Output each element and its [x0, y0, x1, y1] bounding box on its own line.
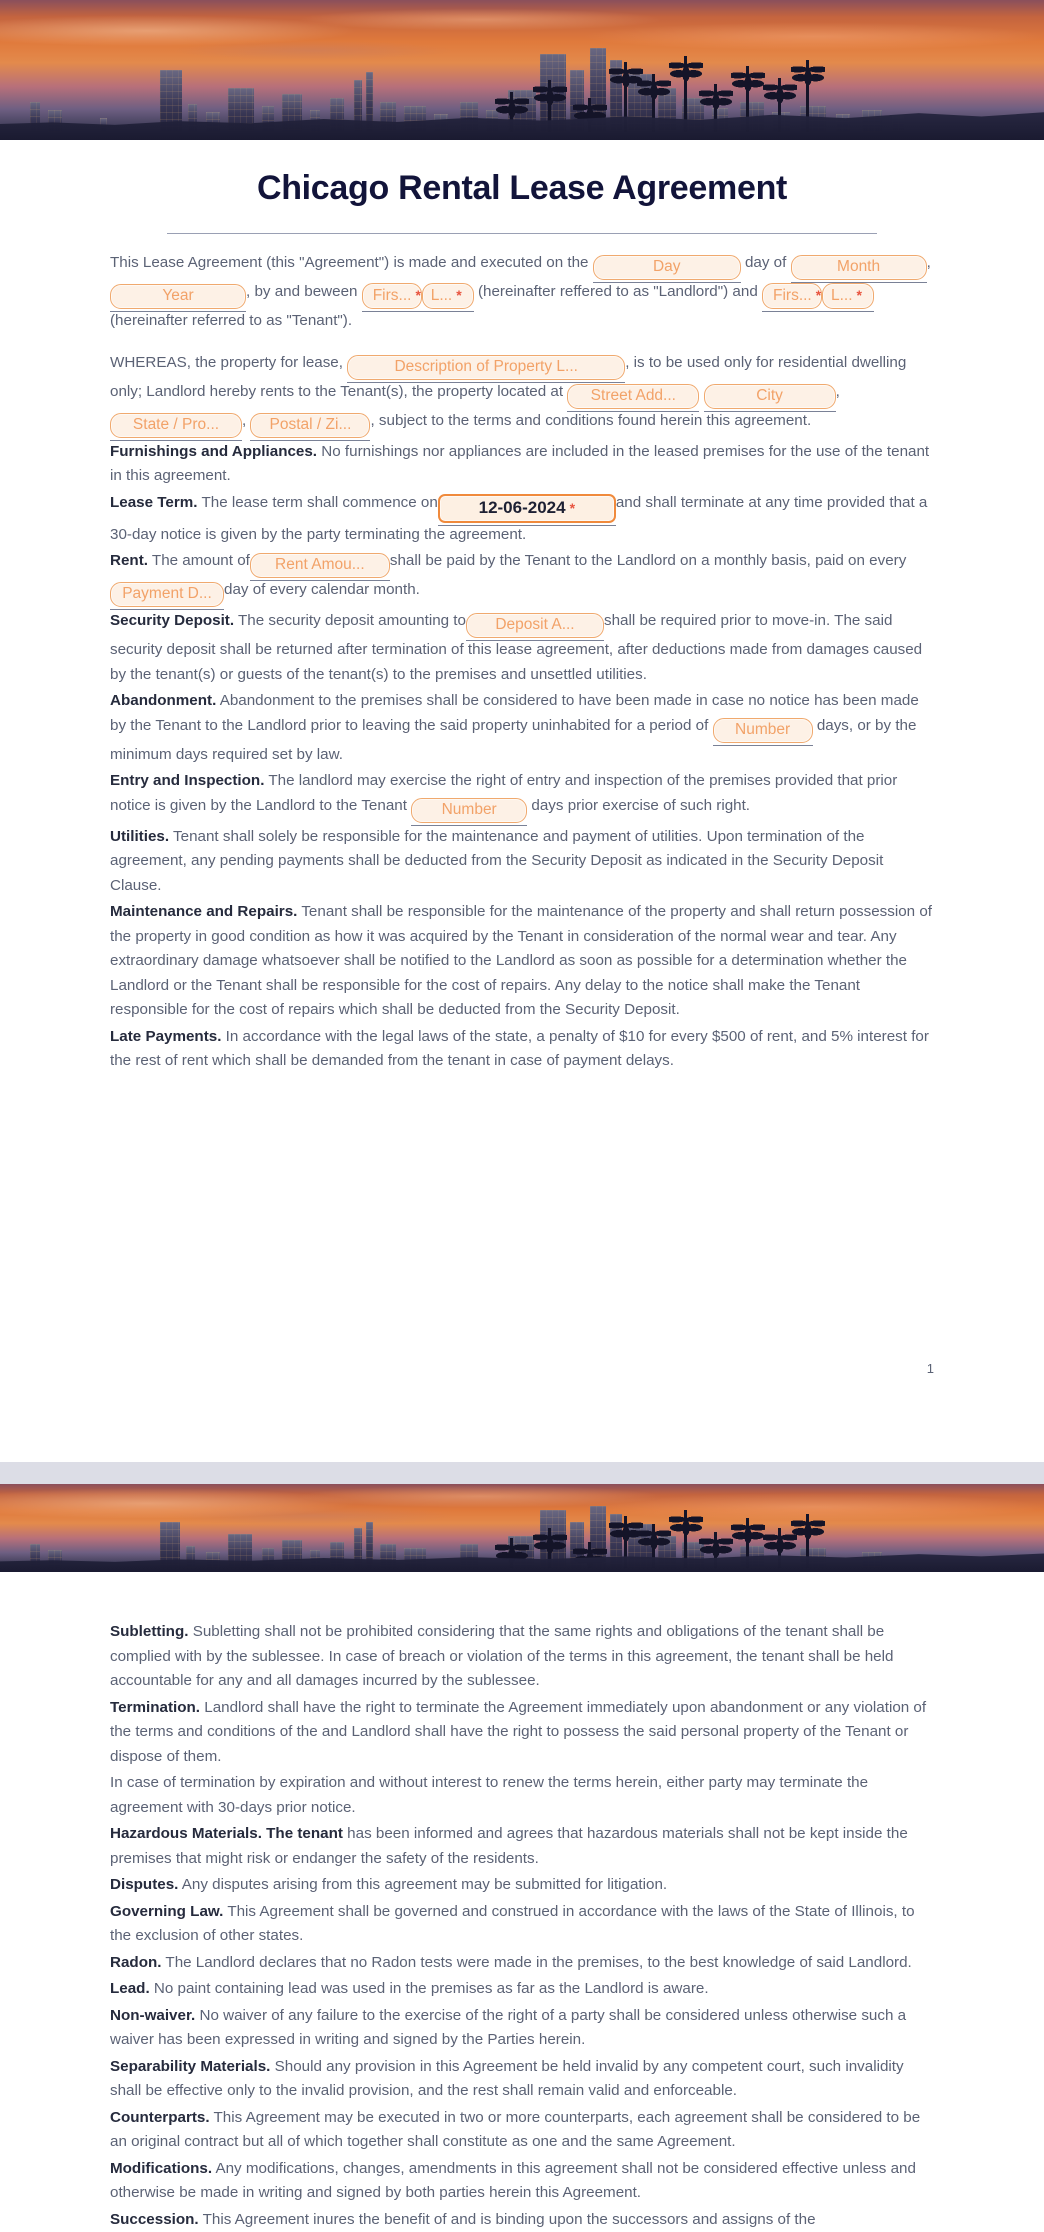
property-description-field[interactable]: Description of Property L... [347, 355, 625, 380]
clause-heading: Utilities. [110, 828, 169, 845]
clause-heading: Counterparts. [110, 2109, 210, 2126]
clause-heading: Entry and Inspection. [110, 772, 264, 789]
clause-text-c: day of every calendar month. [224, 581, 420, 598]
lease-body-page-1 [110, 251, 934, 1074]
state-province-field[interactable]: State / Pro... [110, 413, 242, 438]
clause-heading: Modifications. [110, 2160, 212, 2177]
clause-termination-notice [110, 1771, 934, 1820]
required-asterisk: * [857, 287, 862, 303]
clause-maintenance-repairs [110, 900, 934, 1023]
intro-text-b: day of [745, 254, 786, 271]
whereas-text-c: , subject to the terms and conditions found herein this agreement. [370, 412, 811, 429]
clause-heading: Subletting. [110, 1623, 188, 1640]
clause-separability [110, 2055, 934, 2104]
clause-heading: Separability Materials. [110, 2058, 270, 2075]
document-page-2 [0, 1484, 1044, 2216]
clause-security-deposit [110, 609, 934, 687]
tenant-last-name-field[interactable]: L... * [822, 283, 874, 309]
clause-text: This Agreement shall be governed and construed in accordance with the laws of the State of Illinois, to the exclusion of other states. [110, 1903, 915, 1945]
comma-3: , [242, 412, 246, 429]
clause-heading: Radon. [110, 1954, 161, 1971]
clause-entry-inspection [110, 769, 934, 823]
clause-text-b: shall be paid by the Tenant to the Landlord on a monthly basis, paid on every [390, 552, 906, 569]
city-field[interactable]: City [704, 384, 836, 409]
whereas-paragraph [110, 351, 934, 438]
tenant-first-name-field[interactable]: Firs... * [762, 283, 822, 309]
clause-heading: Rent. [110, 552, 148, 569]
clause-heading: Furnishings and Appliances. [110, 443, 317, 460]
clause-heading: Governing Law. [110, 1903, 223, 1920]
clause-heading: Maintenance and Repairs. [110, 903, 297, 920]
clause-furnishings [110, 440, 934, 489]
clause-heading: Lead. [110, 1980, 150, 1997]
entry-notice-days-field[interactable]: Number [411, 798, 527, 823]
clause-text: Landlord shall have the right to terminate the Agreement immediately upon abandonment or any violation of the terms and conditions of the and Landlord shall have the right to possess the said personal property of the Tenant or dispose of them. [110, 1699, 926, 1765]
intro-paragraph [110, 251, 934, 334]
clause-text: Any disputes arising from this agreement may be submitted for litigation. [182, 1876, 667, 1893]
clause-heading: Security Deposit. [110, 612, 234, 629]
required-asterisk: * [816, 287, 821, 303]
clause-text: Should any provision in this Agreement be held invalid by any competent court, such invalidity shall be effective only to the invalid provision, and the rest shall remain valid and enforceable. [110, 2058, 904, 2100]
clause-text-a: The amount of [152, 552, 250, 569]
clause-heading: Succession. [110, 2211, 199, 2228]
skyline-banner-image [0, 0, 1044, 140]
clause-text-a: The lease term shall commence on [201, 494, 437, 511]
clause-termination [110, 1696, 934, 1770]
day-field[interactable]: Day [593, 255, 741, 280]
clause-succession [110, 2208, 934, 2232]
clause-text-a: Abandonment to the premises shall be considered to have been made in case no notice has been made by the Tenant to the Landlord prior to leaving the said property uninhabited for a period of [110, 692, 919, 734]
clause-heading: Lease Term. [110, 494, 198, 511]
clause-subletting [110, 1620, 934, 1694]
clause-text: Any modifications, changes, amendments in this agreement shall not be considered effective unless and otherwise be made in writing and signed by both parties herein this Agreement. [110, 2160, 916, 2202]
landlord-last-name-field[interactable]: L... * [422, 283, 474, 309]
clause-text: Tenant shall solely be responsible for the maintenance and payment of utilities. Upon termination of the agreement, any pending payments shall be deducted from the Security Deposit as indicated in the Security Deposit Clause. [110, 828, 883, 894]
postal-zip-field[interactable]: Postal / Zi... [250, 413, 370, 438]
clause-text: This Agreement inures the benefit of and is binding upon the successors and assigns of the [203, 2211, 816, 2228]
clause-lease-term [110, 491, 934, 548]
clause-abandonment [110, 689, 934, 767]
clause-heading: Hazardous Materials. The tenant [110, 1825, 343, 1842]
clause-hazardous-materials [110, 1822, 934, 1871]
street-address-field[interactable]: Street Add... [567, 384, 699, 409]
clause-text: The Landlord declares that no Radon tests were made in the premises, to the best knowledge of said Landlord. [165, 1954, 911, 1971]
year-field[interactable]: Year [110, 284, 246, 309]
clause-text-b: shall be required prior to move-in. The said security deposit shall be returned after termination of this lease agreement, after deductions made from damages caused by the tenant(s) or guests of the tenant(s) to the premises and unsettled utilities. [110, 612, 922, 683]
month-field[interactable]: Month [791, 255, 927, 280]
clause-heading: Termination. [110, 1699, 200, 1716]
clause-counterparts [110, 2106, 934, 2155]
clause-non-waiver [110, 2004, 934, 2053]
rent-amount-field[interactable]: Rent Amou... [250, 553, 390, 578]
required-asterisk: * [456, 287, 461, 303]
clause-rent [110, 549, 934, 607]
whereas-text-b: , is to be used only for residential dwelling only; Landlord hereby rents to the Tenant(s), the property located at [110, 354, 906, 400]
clause-text: In case of termination by expiration and without interest to renew the terms herein, either party may terminate the agreement with 30-days prior notice. [110, 1774, 868, 1816]
clause-text-b: and shall terminate at any time provided that a 30-day notice is given by the party terminating the agreement. [110, 494, 927, 543]
abandonment-days-field[interactable]: Number [713, 718, 813, 743]
clause-text: In accordance with the legal laws of the state, a penalty of $10 for every $500 of rent, and 5% interest for the rest of rent which shall be demanded from the tenant in case of payment delays. [110, 1028, 929, 1070]
intro-text-a: This Lease Agreement (this "Agreement") is made and executed on the [110, 254, 589, 271]
title-divider [167, 233, 877, 234]
clause-heading: Non-waiver. [110, 2007, 195, 2024]
clause-modifications [110, 2157, 934, 2206]
payment-day-field[interactable]: Payment D... [110, 582, 224, 607]
clause-text: No furnishings nor appliances are included in the leased premises for the use of the tenant in this agreement. [110, 443, 929, 485]
clause-text: Tenant shall be responsible for the maintenance of the property and shall return possession of the property in good condition as how it was acquired by the Tenant in consideration of the normal wear and tear. Any extraordinary damage whatsoever shall be notified to the Landlord as soon as possible for a determination whether the Landlord or the Tenant shall be responsible for the cost of repairs. Any delay to the notice shall make the Tenant responsible for the cost of repairs which shall be deducted from the Security Deposit. [110, 903, 932, 1018]
clause-text-b: days, or by the minimum days required set by law. [110, 717, 916, 763]
page-break-separator [0, 1462, 1044, 1484]
clause-heading: Late Payments. [110, 1028, 221, 1045]
page-number: 1 [927, 1361, 934, 1376]
clause-text: No paint containing lead was used in the premises as far as the Landlord is aware. [154, 1980, 709, 1997]
intro-text-d: (hereinafter reffered to as "Landlord") and [478, 283, 758, 300]
required-asterisk: * [570, 500, 575, 516]
clause-late-payments [110, 1025, 934, 1074]
page-title: Chicago Rental Lease Agreement [110, 169, 934, 208]
comma-1: , [927, 254, 931, 271]
intro-text-e: (hereinafter referred to as "Tenant"). [110, 312, 352, 329]
clause-lead [110, 1977, 934, 2002]
required-asterisk: * [415, 287, 420, 303]
intro-text-c: , by and beween [246, 283, 357, 300]
clause-text: has been informed and agrees that hazardous materials shall not be kept inside the premises that might risk or endanger the safety of the residents. [110, 1825, 908, 1867]
skyline-banner-image-2 [0, 1484, 1044, 1572]
whereas-text-a: WHEREAS, the property for lease, [110, 354, 343, 371]
clause-heading: Disputes. [110, 1876, 178, 1893]
clause-text: No waiver of any failure to the exercise of the right of a party shall be considered unless otherwise such a waiver has been expressed in writing and signed by the Parties herein. [110, 2007, 906, 2049]
clause-text-b: days prior exercise of such right. [531, 797, 750, 814]
deposit-amount-field[interactable]: Deposit A... [466, 613, 604, 638]
clause-text-a: The security deposit amounting to [238, 612, 466, 629]
clause-utilities [110, 825, 934, 899]
landlord-first-name-field[interactable]: Firs... * [362, 283, 422, 309]
clause-text: Subletting shall not be prohibited considering that the same rights and obligations of the tenant shall be complied with by the sublessee. In case of breach or violation of the terms in this agreement, the tenant shall be held accountable for any and all damages incurred by the sublessee. [110, 1623, 893, 1689]
comma-2: , [836, 383, 840, 400]
clause-radon [110, 1951, 934, 1976]
clause-text-a: The landlord may exercise the right of entry and inspection of the premises provided that prior notice is given by the Landlord to the Tenant [110, 772, 897, 814]
lease-body-page-2 [110, 1620, 934, 2232]
clause-heading: Abandonment. [110, 692, 216, 709]
clause-governing-law [110, 1900, 934, 1949]
lease-start-date-field[interactable]: 12-06-2024 * [438, 494, 616, 523]
clause-text: This Agreement may be executed in two or more counterparts, each agreement shall be considered to be an original contract but all of which together shall constitute as one and the same Agreement. [110, 2109, 920, 2151]
clause-disputes [110, 1873, 934, 1898]
